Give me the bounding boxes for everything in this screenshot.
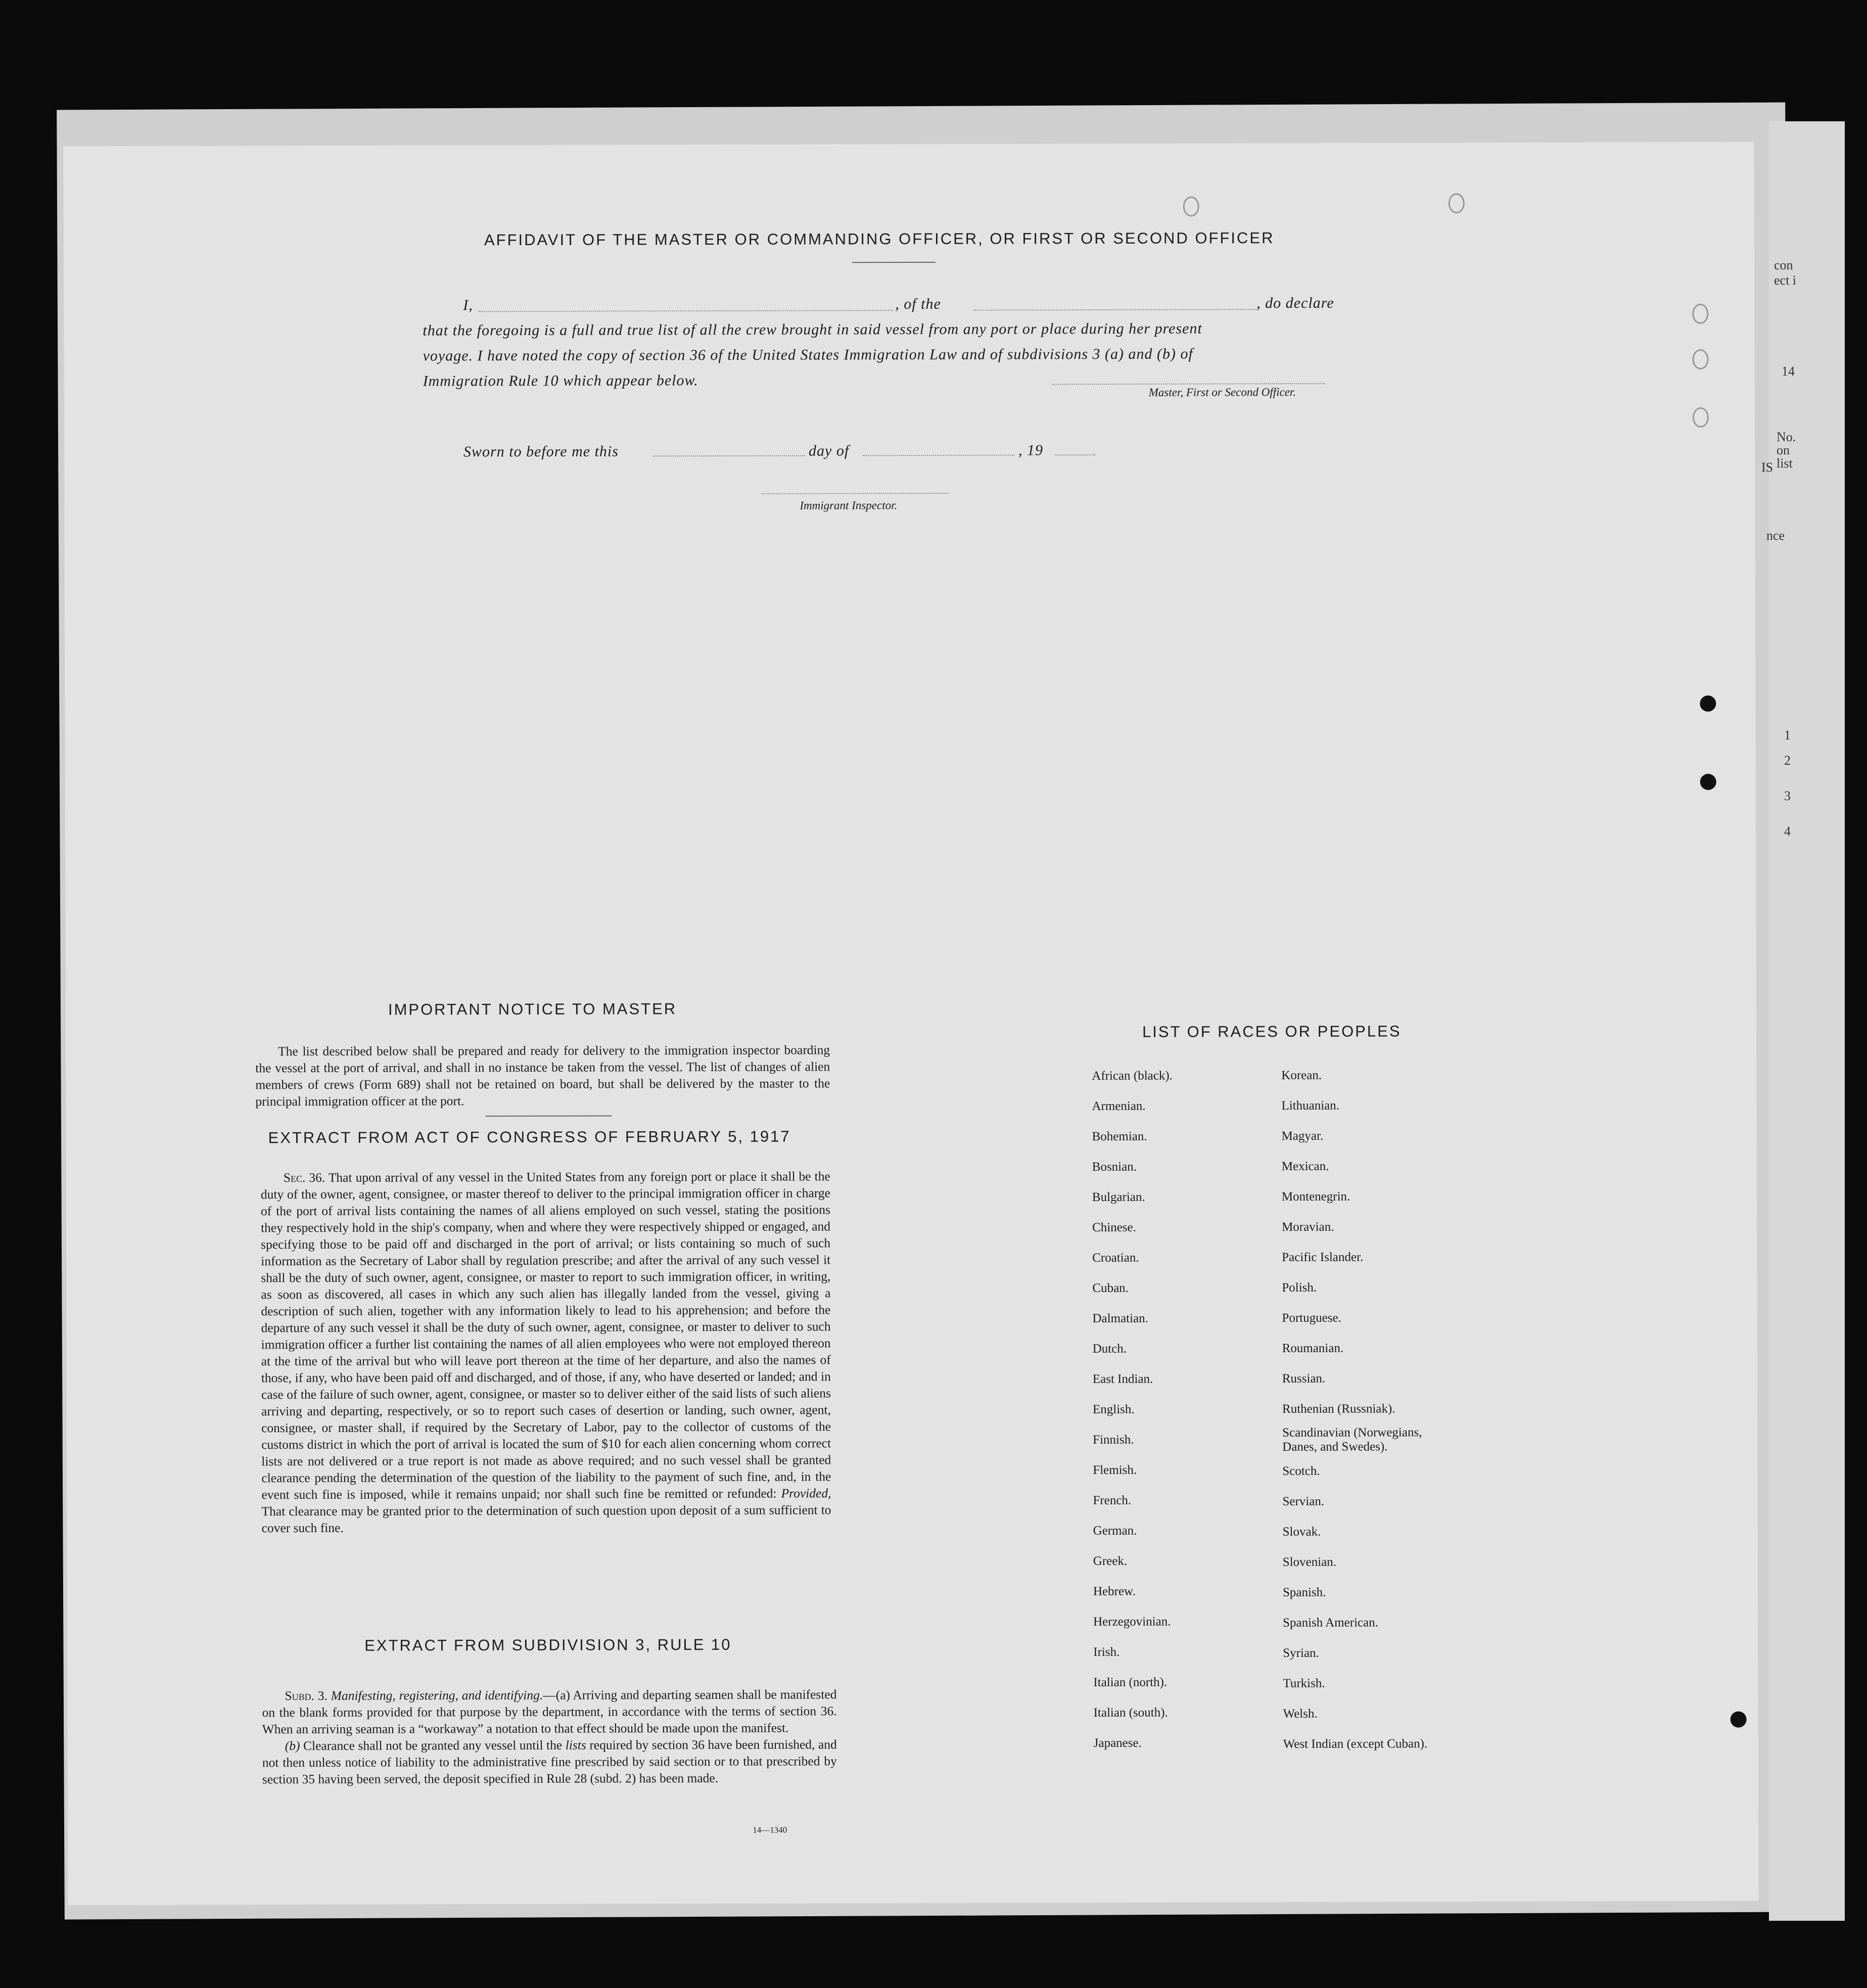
punch-hole-mark [1183,197,1199,217]
race-item: Spanish. [1282,1585,1326,1600]
race-item: West Indian (except Cuban). [1283,1737,1428,1751]
punch-hole-mark [1692,304,1708,324]
race-item: Portuguese. [1282,1311,1341,1325]
races-heading: LIST OF RACES OR PEOPLES [1142,1022,1402,1041]
edge-text: 2 [1784,753,1791,768]
race-item: Dalmatian. [1092,1311,1148,1326]
affidavit-i: I, [463,297,473,314]
race-item: German. [1093,1523,1137,1538]
rule-para-b-2: required by section 36 have been furnished, and not then unless notice of liability to the administrative fine prescribed by said section or to that prescribed by section 35 having been served, the deposit specified in Rule 28 (subd. 2) has been made. [262,1737,837,1787]
race-item: Russian. [1282,1371,1326,1386]
rule-heading: EXTRACT FROM SUBDIVISION 3, RULE 10 [364,1635,732,1654]
vessel-blank[interactable] [973,309,1256,310]
act-body-end: That clearance may be granted prior to the determination of such question upon deposit of a sum sufficient to cover such fine. [261,1502,831,1536]
notice-heading: IMPORTANT NOTICE TO MASTER [388,1000,677,1019]
punch-hole [1700,774,1716,790]
punch-hole-mark [1693,349,1709,369]
rule-para-b-lists: lists [565,1737,586,1752]
edge-text: 14 [1782,364,1795,379]
race-item: Irish. [1093,1645,1120,1659]
race-item: African (black). [1092,1069,1173,1083]
edge-text: list [1777,456,1793,471]
race-item: Montenegrin. [1281,1189,1350,1204]
form-number: 14—1340 [753,1825,787,1835]
edge-text: on [1777,443,1790,457]
rule-subd-label: Subd. 3. [285,1688,328,1703]
race-item: Japanese. [1093,1736,1142,1750]
race-item: Welsh. [1283,1706,1318,1721]
rule-para-b-label: (b) [285,1738,300,1753]
race-item: Croatian. [1092,1251,1139,1265]
race-item: Lithuanian. [1281,1098,1340,1113]
race-item: Cuban. [1092,1281,1129,1296]
race-item: Korean. [1281,1068,1322,1083]
act-sec-label: Sec. 36. [283,1170,325,1185]
inspector-label: Immigrant Inspector. [800,499,898,512]
edge-text: IS [1761,460,1773,475]
race-item: French. [1093,1493,1132,1508]
races-left-column [1092,1061,1174,1759]
race-item: Italian (south). [1093,1705,1168,1720]
edge-text: nce [1766,528,1785,543]
signature-blank[interactable] [1052,383,1325,385]
rule-subd-title: Manifesting, registering, and identifying. [331,1687,543,1703]
race-item: Italian (north). [1093,1675,1168,1690]
race-item: Mexican. [1281,1159,1329,1174]
race-item: Polish. [1282,1280,1317,1295]
heading-underline [852,262,936,263]
race-item: Magyar. [1281,1129,1324,1143]
sworn-text: Sworn to before me this [463,443,619,460]
signature-label: Master, First or Second Officer. [1148,386,1296,399]
rule-text [262,1686,837,1787]
act-provided: Provided, [781,1486,831,1501]
edge-text: ect i [1774,273,1797,288]
adjacent-page-edge [1761,121,1845,1921]
race-item: Hebrew. [1093,1584,1136,1599]
race-item: Chinese. [1092,1220,1136,1235]
affidavit-line: Immigration Rule 10 which appear below. [423,372,698,390]
races-right-column [1281,1060,1455,1760]
act-body: That upon arrival of any vessel in the United States from any foreign port or place it shall be the duty of the owner, agent, consignee, or master thereof to deliver to the principal immigration officer in charge of the port of arrival lists containing the names of all aliens employed on such vessel, stating the positions they respectively hold in the ship's company, when and where they were respectively shipped or engaged, and specifying those to be paid off and discharged in the port of arrival; or lists containing so much of such information as the Secretary of Labor shall by regulation prescribe; and after the arrival of any such vessel it shall be the duty of such owner, agent, consignee, or master to report to such immigration officer, in writing, as soon as discovered, all cases in which any such alien has illegally landed from the vessel, giving a description of such alien, together with any information likely to lead to his apprehension; and before the departure of any such vessel it shall be the duty of such owner, agent, consignee, or master to deliver to such immigration officer a further list containing the names of all alien employees who were not employed thereon at the time of the arrival but who will leave port thereon at the time of her departure, and also the names of those, if any, who have been paid off and discharged, and of those, if any, who have deserted or landed; and in case of the failure of such owner, agent, consignee, or master so to deliver either of the said lists of such aliens arriving and departing, respectively, or so to report such cases of desertion or landing, such owner, agent, consignee, or master shall, if required by the Secretary of Labor, pay to the collector of customs of the customs district in which the port of arrival is located the sum of $10 for each alien concerning whom correct lists are not delivered or a true report is not made as above required; and no such vessel shall be granted clearance pending the determination of the question of the liability to the payment of such fine, and, in the event such fine is imposed, while it remains unpaid; nor shall such fine be remitted or refunded: [260,1169,831,1502]
race-item: English. [1092,1402,1135,1417]
race-item: Scotch. [1282,1464,1320,1478]
race-item: Finnish. [1093,1432,1134,1447]
day-blank[interactable] [653,455,805,457]
rule-para-b-1: Clearance shall not be granted any vessel until the [303,1737,563,1753]
race-item: Greek. [1093,1554,1128,1568]
race-item: Pacific Islander. [1282,1250,1364,1265]
race-item: Slovenian. [1282,1555,1337,1569]
inspector-blank[interactable] [762,493,949,494]
day-of-text: day of [808,442,850,459]
month-blank[interactable] [863,454,1014,456]
race-item: Bosnian. [1092,1160,1137,1174]
race-item: Moravian. [1282,1220,1334,1234]
race-item: Scandinavian (Norwegians, Danes, and Swedes). [1282,1425,1422,1454]
name-blank[interactable] [478,310,893,312]
affidavit-of-the: , of the [895,295,941,313]
year-text: , 19 [1018,442,1044,459]
act-text [261,1168,831,1536]
race-item: Bohemian. [1092,1129,1147,1144]
race-item: Servian. [1282,1494,1325,1509]
divider [485,1116,612,1117]
edge-text: 3 [1784,789,1791,803]
affidavit-line: voyage. I have noted the copy of section 36 of the United States Immigration Law and of subdivisions 3 (a) and (b) of [423,345,1193,364]
race-item: Slovak. [1282,1524,1321,1539]
race-item: Ruthenian (Russniak). [1282,1402,1395,1416]
affidavit-line: that the foregoing is a full and true list of all the crew brought in said vessel from any port or place during her present [423,320,1202,339]
affidavit-do-declare: , do declare [1256,294,1334,312]
edge-text: con [1774,258,1793,272]
punch-hole-mark [1449,193,1465,213]
punch-hole [1731,1712,1747,1728]
affidavit-heading: AFFIDAVIT OF THE MASTER OR COMMANDING OFFICER, OR FIRST OR SECOND OFFICER [484,229,1275,249]
race-item: Spanish American. [1283,1615,1379,1630]
edge-text: 4 [1784,824,1791,839]
act-heading: EXTRACT FROM ACT OF CONGRESS OF FEBRUARY 5, 1917 [268,1127,791,1147]
rule-para-a: —(a) Arriving and departing seamen shall be manifested on the blank forms provided for that purpose by the department, in accordance with the terms of section 36. When an arriving seaman is a “workaway” a notation to that effect should be made upon the manifest. [262,1687,837,1737]
race-item: Armenian. [1092,1099,1146,1114]
year-blank[interactable] [1055,454,1095,455]
race-item: Herzegovinian. [1093,1614,1171,1629]
race-item: Dutch. [1092,1342,1127,1356]
edge-text: No. [1777,430,1796,444]
edge-text: 1 [1784,728,1791,743]
notice-text: The list described below shall be prepared and ready for delivery to the immigration inspector boarding the vessel at the port of arrival, and shall in no instance be taken from the vessel. The list of changes of alien members of crews (Form 689) shall not be retained on board, but shall be delivered by the master to the principal immigration officer at the port. [255,1042,830,1109]
punch-hole [1700,696,1716,712]
punch-hole-mark [1693,407,1709,428]
race-item: East Indian. [1092,1372,1153,1386]
race-item: Flemish. [1093,1463,1137,1477]
race-item: Syrian. [1283,1646,1319,1660]
affidavit-page [63,142,1758,1906]
race-item: Roumanian. [1282,1341,1344,1356]
race-item: Turkish. [1283,1676,1325,1691]
race-item: Bulgarian. [1092,1190,1145,1205]
